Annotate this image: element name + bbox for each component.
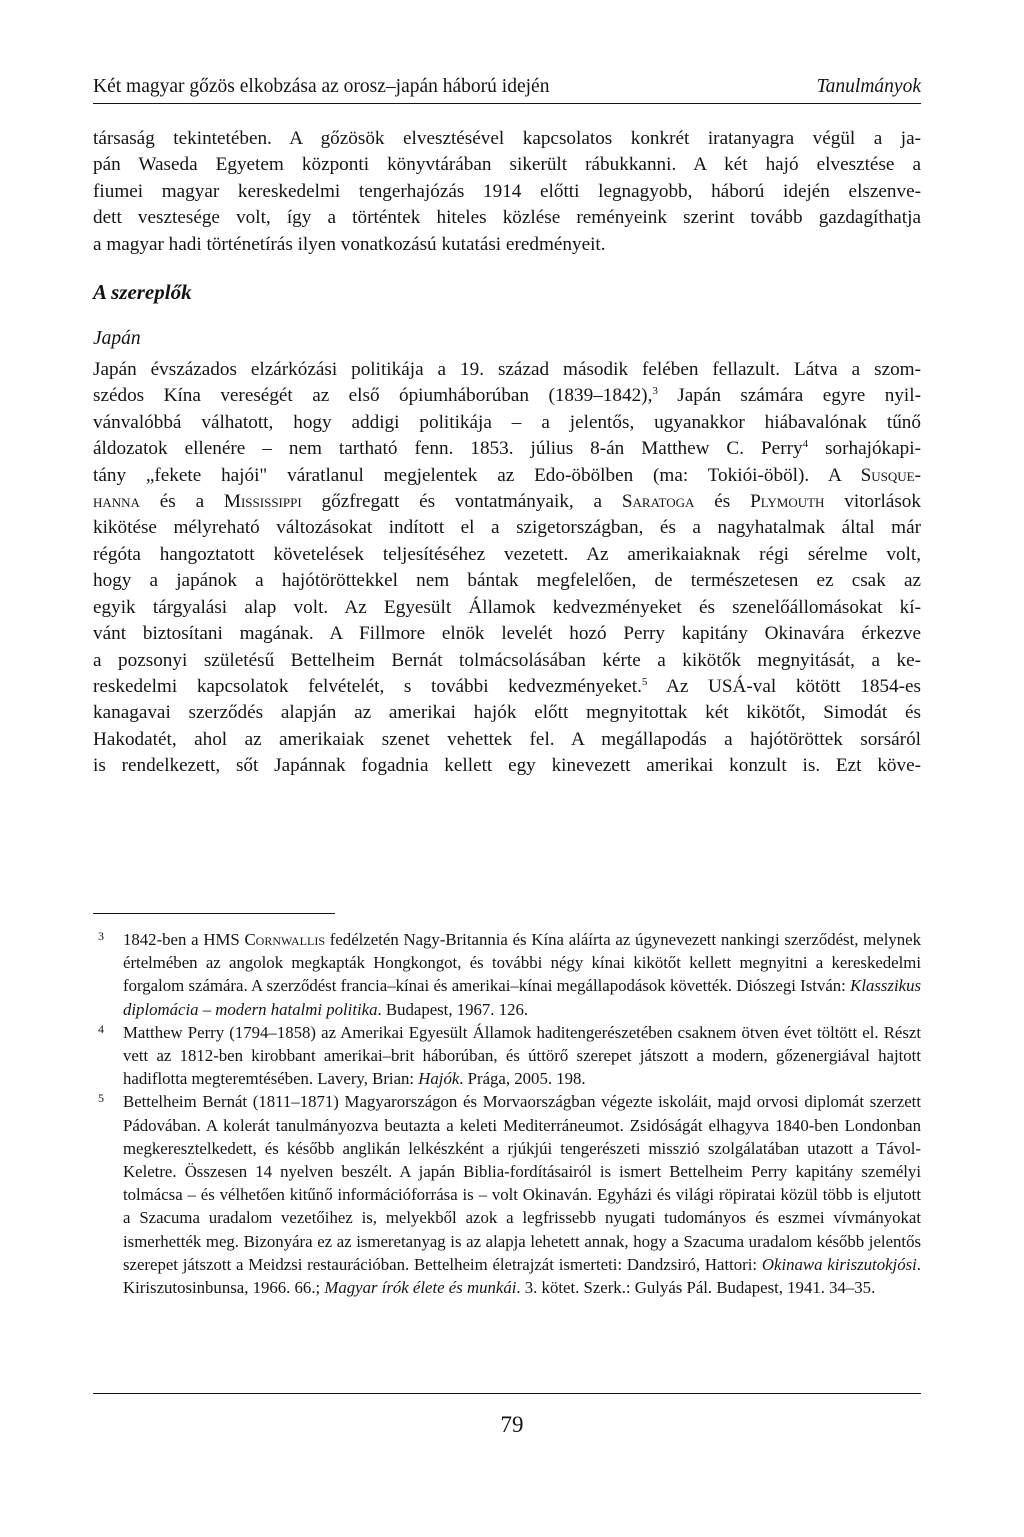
page-number: 79 [500,1412,524,1437]
footnote-number: 3 [98,929,104,943]
ship-name: Mississippi [223,491,302,513]
footnote-ref-4[interactable]: 4 [802,438,809,451]
header-rule [93,103,921,104]
footnote-separator [93,913,335,914]
book-title: Klasszikus diplomácia – modern hatalmi politika [123,976,921,1019]
footnote-number: 5 [98,1091,104,1106]
ship-name: hanna [93,491,140,513]
footnotes [93,928,921,1299]
footnote-ref-5[interactable]: 5 [641,675,648,688]
main-paragraph [93,357,921,780]
section-title: A szereplők [93,280,192,305]
body-line: Japán évszázados elzárkózási politikája a 19. század második felében fellazult. Látva a szom- [93,359,921,381]
body-line: áldozatok ellenére – nem tartható fenn. 1853. július 8-án Matthew C. Perry$^4$ sorhajókapi- [93,438,921,460]
body-line: szédos Kína vereségét az első ópiumháborúban (1839–1842),$^3$ Japán számára egyre nyil- [93,385,921,407]
body-line: régóta hangoztatott követelések teljesítéséhez vezetett. Az amerikaiaknak régi sérelme volt, [93,543,921,565]
intro-line: dett vesztesége volt, így a történtek hiteles közlése reményeink szerint tovább gazdagíthatja [93,207,921,229]
ship-name: Cornwallis [244,930,326,949]
body-line: hogy a japánok a hajótöröttekkel nem bántak megfelelően, de természetesen ez csak az [93,570,921,592]
intro-line: társaság tekintetében. A gőzösök elvesztésével kapcsolatos konkrét iratanyagra végül a ja- [93,128,921,149]
running-head-section: Tanulmányok [816,76,921,97]
body-line: hanna és a Mississippi gőzfregatt és vontatmányaik, a Saratoga és Plymouth vitorlások [93,491,921,513]
body-line: kanagavai szerződés alapján az amerikai hajók előtt megnyitottak két kikötőt, Simodát és [93,702,921,724]
intro-line: a magyar hadi történetírás ilyen vonatkozású kutatási eredményeit. [93,233,606,255]
running-head [93,74,921,100]
body-line: vánvalóbbá válhatott, hogy addigi politikája – a jelentős, ugyanakkor hiábavalónak tűnő [93,411,921,433]
body-line: kikötése mélyreható változásokat indított el a szigetországban, és a nagyhatalmak által már [93,517,921,539]
book-title: Okinawa kiriszutokjósi [761,1254,917,1274]
footnote-ref-3[interactable]: 3 [652,385,658,398]
body-line: tány „fekete hajói" váratlanul megjelentek az Edo-öbölben (ma: Tokiói-öböl). A Susque- [93,464,921,486]
body-line: a pozsonyi születésű Bettelheim Bernát tolmácsolásában kérte a kikötők megnyitását, a ke- [93,649,921,671]
running-head-title: Két magyar gőzös elkobzása az orosz–japán háború idején [93,76,550,97]
intro-line: fiumei magyar kereskedelmi tengerhajózás 1914 előtti legnagyobb, háború idején elszenve- [93,180,921,202]
book-title: Hajók [418,1069,460,1089]
body-line: is rendelkezett, sőt Japánnak fogadnia kellett egy kinevezett amerikai konzult is. Ezt köve- [93,755,921,777]
book-title: Magyar írók élete és munkái [324,1278,517,1298]
footnote-4: 4 Matthew Perry (1794–1858) az Amerikai Egyesült Államok haditengerészetében csaknem ötven évet töltött el. Részt vett az 1812-ben kirobbant amerikai–brit háborúban, és úttörő szerepet játszott a modern, gőzenergiával hajtott hadiflotta megteremtésében. Lavery, Brian: Hajók. Prága, 2005. 198. [93,1021,921,1091]
bottom-rule [93,1393,921,1394]
subsection-title: Japán [93,328,141,350]
ship-name: Saratoga [621,491,695,513]
ship-name: Plymouth [750,491,825,513]
ship-name: Susque- [860,464,921,486]
body-line: reskedelmi kapcsolatok felvételét, s további kedvezményeket.$^5$ Az USÁ-val kötött 1854-es [93,675,921,697]
footnote-5: 5 Bettelheim Bernát (1811–1871) Magyarországon és Morvaországban végezte iskoláit, majd orvosi diplomát szerzett Pádovában. A kolerát tanulmányozva beutazta a keleti Mediterráneumot. Zsidóságát elhagyva 1840-ben Londonban megkeresztelkedett, és később anglikán lelkészként a rjúkjúi tengerészeti misszió szolgálatában utazott a Távol-Keletre. Összesen 14 nyelven beszélt. A japán Biblia-fordításairól is ismert Bettelheim Perry kapitány személyi tolmácsa – és vélhetően kitűnő információforrása is – volt Okinaván. Egyházi és világi röpiratai közül több is eljutott a Szacuma uradalom vezetőihez is, melyekből azok a legfrissebb nyugati tudományos és eszmei vívmányokat ismerhették meg. Bizonyára ez az ismeretanyag is az alapja lehetett annak, hogy a Szacuma uradalom később jelentős szerepet játszott a Meidzsi restaurációban. Bettelheim életrajzát ismerteti: Dandzsiró, Hattori: Okinawa kiriszutokjósi. Kiriszutosinbunsa, 1966. 66.; Magyar írók élete és munkái. 3. kötet. Szerk.: Gulyás Pál. Budapest, 1941. 34–35. [93,1090,921,1299]
footnote-number: 4 [98,1021,104,1036]
body-line: egyik tárgyalási alap volt. Az Egyesült Államok kedvezményeket és szenelőállomásokat kí- [93,596,921,618]
body-line: Hakodatét, ahol az amerikaiak szenet vehettek fel. A megállapodás a hajótöröttek sorsáról [93,728,921,750]
body-line: vánt biztosítani magának. A Fillmore elnök levelét hozó Perry kapitány Okinavára érkezve [93,623,921,645]
intro-line: pán Waseda Egyetem központi könyvtárában sikerült rábukkanni. A két hajó elvesztése a [93,154,921,176]
main-text [93,126,921,780]
intro-paragraph [93,126,921,258]
footnote-3: 3 1842-ben a HMS Cornwallis fedélzetén Nagy-Britannia és Kína aláírta az úgynevezett nankingi szerződést, melynek értelmében az angolok megkapták Hongkongot, és további négy kínai kikötőt kellett megnyitni a kereskedelmi forgalom számára. A szerződést francia–kínai és amerikai–kínai megállapodások követték. Diószegi István: Klasszikus diplomácia – modern hatalmi politika. Budapest, 1967. 126. [93,928,921,1021]
